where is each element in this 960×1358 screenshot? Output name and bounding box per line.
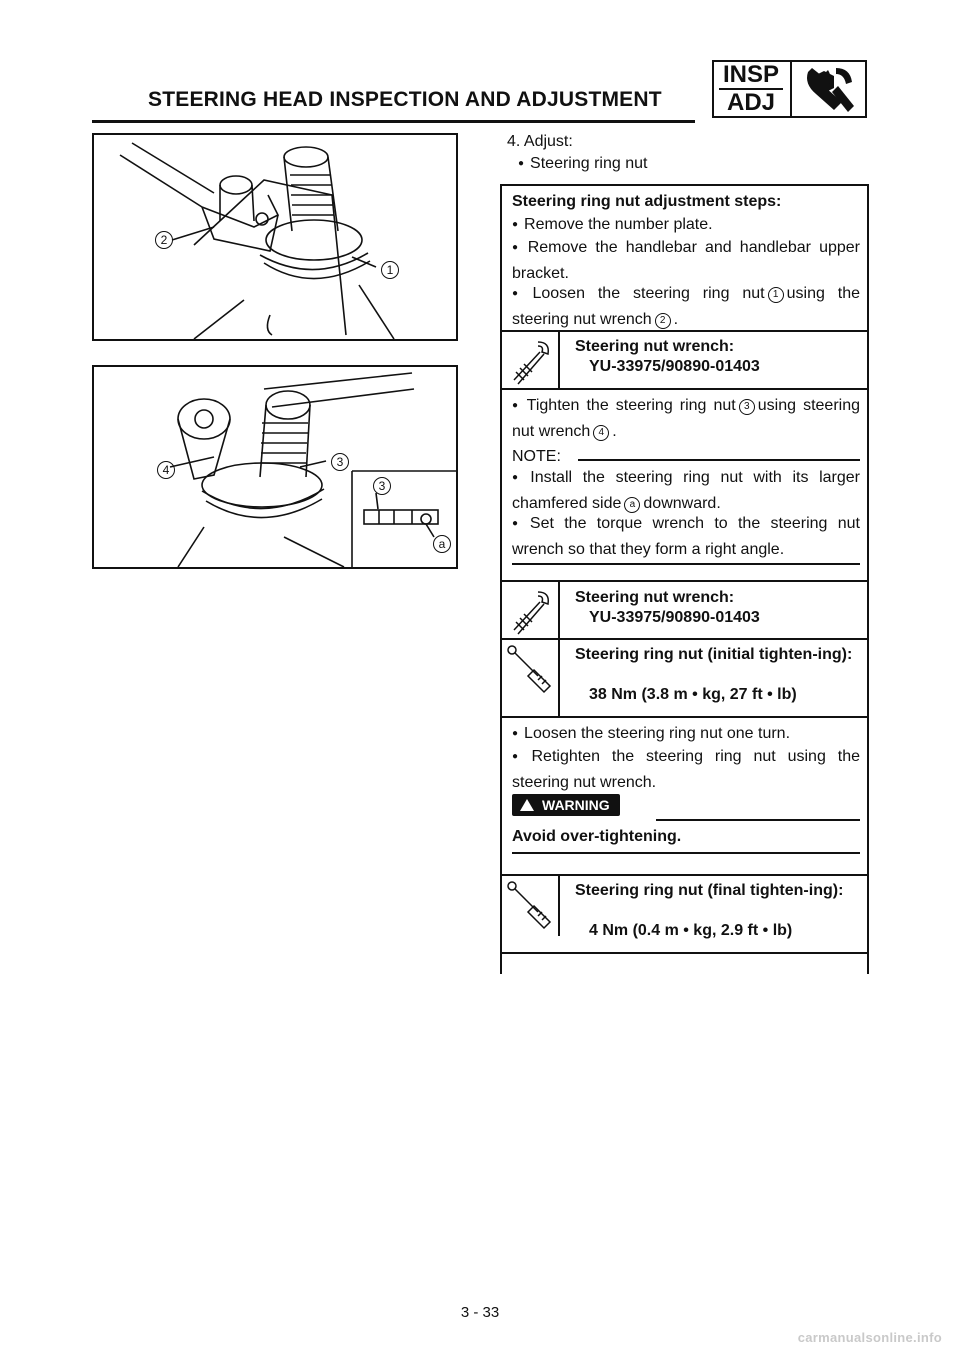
torque2-value: 4 Nm (0.4 m • kg, 2.9 ft • lb) [589, 922, 793, 939]
bullet-text: using the steering nut wrench [512, 285, 861, 328]
section-badge-text [712, 60, 792, 118]
callout-1-ref: 1 [768, 287, 784, 303]
bullet-text: Tighten the steering ring nut [526, 397, 736, 414]
bullet-text: Retighten the steering ring nut using the steering nut wrench. [512, 748, 860, 791]
tool2-name: Steering nut wrench: [575, 589, 735, 606]
tool2-code: YU-33975/90890-01403 [589, 609, 760, 626]
step-item-text: Steering ring nut [530, 155, 648, 172]
callout-a: a [433, 535, 451, 553]
callout-1: 1 [381, 261, 399, 279]
bullet-text: Loosen the steering ring nut one turn. [524, 725, 791, 742]
page-title: STEERING HEAD INSPECTION AND ADJUSTMENT [148, 88, 662, 111]
note-text: downward. [643, 495, 721, 512]
bullet-text: . [673, 311, 679, 328]
note-end-rule [512, 563, 860, 565]
bullet-text: using steering nut wrench [512, 397, 860, 440]
tool1-name: Steering nut wrench: [575, 338, 735, 355]
callout-2: 2 [155, 231, 173, 249]
warning-badge [512, 797, 620, 815]
torque1-value: 38 Nm (3.8 m • kg, 27 ft • lb) [589, 686, 797, 703]
note-text: Install the steering ring nut with its larger chamfered side [512, 469, 861, 512]
warning-icon [520, 799, 534, 811]
badge-line-adj: ADJ [726, 89, 775, 116]
wrench-nut-icon [794, 62, 865, 116]
bullet-text: Remove the handlebar and handlebar upper bracket. [512, 239, 860, 282]
bullet-text: Remove the number plate. [524, 216, 713, 233]
bullet-text: Loosen the steering ring nut [532, 285, 765, 302]
page-number: 3 - 33 [460, 1304, 500, 1321]
header-rule [92, 120, 695, 123]
callout-4: 4 [157, 461, 175, 479]
bullet-loosen-nut [512, 282, 860, 332]
torque1-name: Steering ring nut (initial tighten-ing): [575, 646, 853, 663]
icon-column-filler [502, 700, 560, 716]
warning-rule [656, 819, 860, 821]
figure-2 [92, 365, 458, 569]
warning-end-rule [512, 852, 860, 854]
procedure-title: Steering ring nut adjustment steps: [512, 193, 782, 210]
procedure-section-end [500, 952, 869, 974]
step-heading: 4. Adjust: [507, 133, 573, 150]
note-rule [578, 459, 860, 461]
callout-2-ref: 2 [655, 313, 671, 329]
tool1-code: YU-33975/90890-01403 [589, 358, 760, 375]
note-text: Set the torque wrench to the steering nut wrench so that they form a right angle. [512, 515, 860, 558]
bullet-remove-handlebar [512, 236, 860, 286]
callout-3-detail: 3 [373, 477, 391, 495]
note-label: NOTE: [512, 448, 561, 465]
bullet-retighten [512, 745, 860, 795]
torque-wrench-icon [502, 640, 560, 700]
callout-a-ref: a [624, 497, 640, 513]
callout-4-ref: 4 [593, 425, 609, 441]
warning-label: WARNING [542, 797, 610, 813]
note-torque-wrench [512, 512, 860, 562]
badge-line-insp: INSP [719, 62, 783, 90]
note-install-nut [512, 466, 860, 516]
bullet-text: . [612, 423, 617, 440]
callout-3: 3 [331, 453, 349, 471]
watermark: carmanualsonline.info [797, 1330, 942, 1345]
figure-1 [92, 133, 458, 341]
bullet-tighten-nut [512, 394, 860, 444]
warning-text: Avoid over-tightening. [512, 828, 682, 845]
callout-3-ref: 3 [739, 399, 755, 415]
wrench-icon [502, 582, 560, 640]
wrench-icon [502, 332, 560, 390]
torque-wrench-icon [502, 876, 560, 936]
step-item [518, 155, 647, 173]
torque2-name: Steering ring nut (final tighten-ing): [575, 882, 844, 899]
